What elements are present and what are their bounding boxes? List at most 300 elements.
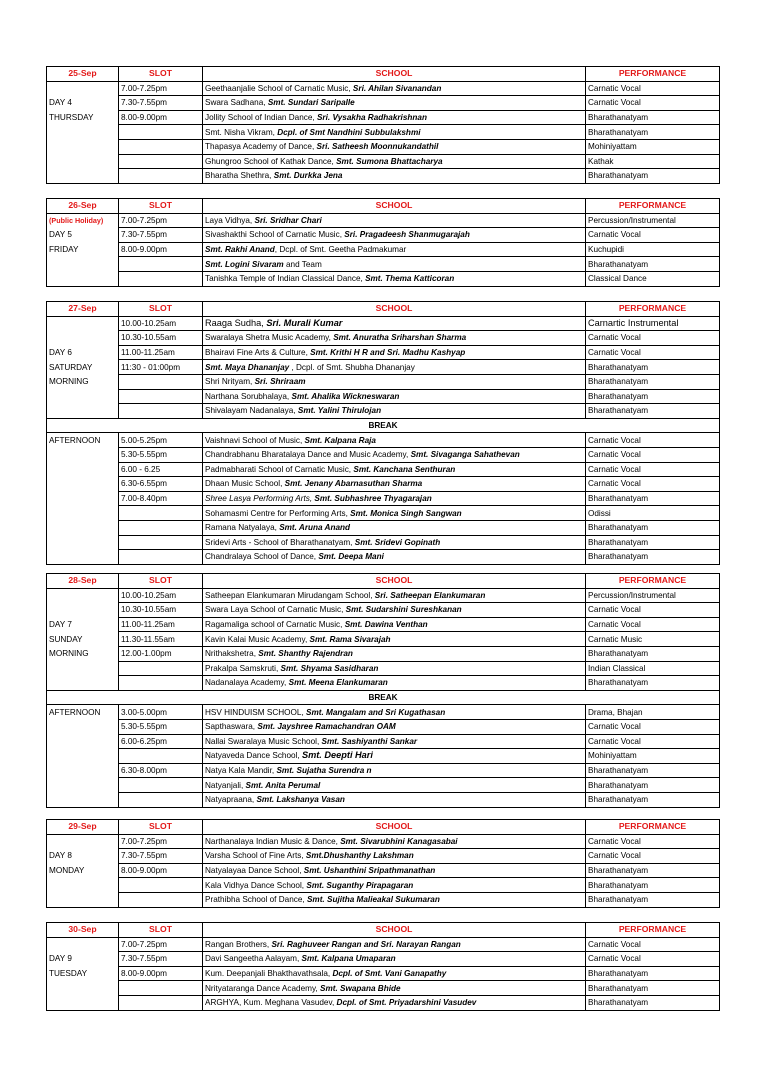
school-cell	[203, 719, 586, 734]
schedule-table-30-Sep	[46, 922, 720, 1011]
date-header: 25-Sep	[47, 67, 119, 82]
schedule-table-29-Sep	[46, 819, 720, 908]
teacher-name: Smt. Sivaganga Sahathevan	[410, 450, 520, 460]
performance-type: Indian Classical	[586, 661, 720, 676]
school-name: Jollity School of Indian Dance,	[205, 113, 315, 123]
school-cell	[203, 520, 586, 535]
school-name: Ramana Natyalaya,	[205, 523, 277, 533]
day-label: TUESDAY	[47, 966, 119, 981]
schedule-row	[47, 834, 720, 849]
schedule-row	[47, 477, 720, 492]
day-label	[47, 603, 119, 618]
performance-header: PERFORMANCE	[586, 923, 720, 938]
schedule-row	[47, 892, 720, 907]
schedule-table-27-Sep	[46, 301, 720, 565]
school-name: Geethaanjalie School of Carnatic Music,	[205, 83, 351, 93]
teacher-name: Smt. Sujatha Surendra n	[276, 766, 372, 776]
school-name: Raaga Sudha,	[205, 317, 264, 328]
performance-type: Bharathanatyam	[586, 404, 720, 419]
school-cell	[203, 242, 586, 257]
slot-time	[119, 661, 203, 676]
performance-type: Bharathanatyam	[586, 778, 720, 793]
slot-time	[119, 125, 203, 140]
performance-header: PERFORMANCE	[586, 199, 720, 214]
school-name: Davi Sangeetha Aalayam,	[205, 954, 300, 964]
school-cell	[203, 966, 586, 981]
school-header: SCHOOL	[203, 302, 586, 317]
performance-type: Bharathanatyam	[586, 491, 720, 506]
schedule-row	[47, 81, 720, 96]
slot-header: SLOT	[119, 302, 203, 317]
performance-type: Carnatic Vocal	[586, 734, 720, 749]
teacher-note: , Dcpl. of Smt. Shubha Dhananjay	[289, 362, 415, 372]
slot-time: 7.30-7.55pm	[119, 952, 203, 967]
slot-time	[119, 778, 203, 793]
performance-type: Mohiniyattam	[586, 749, 720, 764]
performance-type: Bharathanatyam	[586, 878, 720, 893]
school-cell	[203, 952, 586, 967]
school-cell	[203, 763, 586, 778]
day-label	[47, 878, 119, 893]
day-label	[47, 834, 119, 849]
schedule-row	[47, 966, 720, 981]
performance-type: Carnatic Vocal	[586, 603, 720, 618]
school-name: Natyapraana,	[205, 795, 255, 805]
school-cell	[203, 257, 586, 272]
performance-type: Bharathanatyam	[586, 676, 720, 691]
schedule-row	[47, 447, 720, 462]
day-label	[47, 316, 119, 331]
school-cell	[203, 550, 586, 565]
day-label: SUNDAY	[47, 632, 119, 647]
slot-time: 11.30-11.55am	[119, 632, 203, 647]
school-name: Kala Vidhya Dance School,	[205, 880, 305, 890]
schedule-row	[47, 154, 720, 169]
teacher-name: Smt. Shanthy Rajendran	[258, 649, 353, 659]
performance-type: Carnatic Vocal	[586, 952, 720, 967]
teacher-name: Shree Lasya Performing Arts,	[205, 494, 313, 504]
school-cell	[203, 705, 586, 720]
header-row	[47, 574, 720, 589]
school-cell	[203, 271, 586, 286]
schedule-row	[47, 125, 720, 140]
performance-type: Bharathanatyam	[586, 763, 720, 778]
teacher-name: Smt. Krithi H R and Sri. Madhu Kashyap	[310, 348, 466, 358]
schedule-row	[47, 110, 720, 125]
slot-header: SLOT	[119, 67, 203, 82]
school-cell	[203, 834, 586, 849]
slot-time: 10.30-10.55am	[119, 603, 203, 618]
school-cell	[203, 125, 586, 140]
schedule-row	[47, 169, 720, 184]
school-cell	[203, 506, 586, 521]
performance-type: Carnatic Vocal	[586, 228, 720, 243]
schedule-row	[47, 646, 720, 661]
slot-header: SLOT	[119, 574, 203, 589]
day-label: DAY 7	[47, 617, 119, 632]
school-cell	[203, 110, 586, 125]
slot-header: SLOT	[119, 923, 203, 938]
schedule-row	[47, 995, 720, 1010]
slot-time	[119, 520, 203, 535]
teacher-name: Sri. Vysakha Radhakrishnan	[316, 113, 427, 123]
performance-type: Bharathanatyam	[586, 792, 720, 807]
school-cell	[203, 433, 586, 448]
schedule-row	[47, 778, 720, 793]
day-label	[47, 676, 119, 691]
performance-type: Bharathanatyam	[586, 863, 720, 878]
performance-type: Carnatic Vocal	[586, 345, 720, 360]
performance-header: PERFORMANCE	[586, 820, 720, 835]
performance-type: Carnatic Vocal	[586, 447, 720, 462]
school-cell	[203, 617, 586, 632]
slot-time: 12.00-1.00pm	[119, 646, 203, 661]
day-label: DAY 9	[47, 952, 119, 967]
day-label	[47, 154, 119, 169]
school-name: Natyalayaa Dance School,	[205, 866, 302, 876]
teacher-name: Smt. Kalpana Umaparan	[301, 954, 396, 964]
break-row: BREAK	[47, 690, 720, 705]
slot-time	[119, 995, 203, 1010]
school-name: Nrithakshetra,	[205, 649, 256, 659]
school-cell	[203, 228, 586, 243]
header-row	[47, 199, 720, 214]
school-name: Bhairavi Fine Arts & Culture,	[205, 348, 308, 358]
school-cell	[203, 778, 586, 793]
teacher-name: Sri. Pragadeesh Shanmugarajah	[344, 230, 470, 240]
performance-type: Carnatic Vocal	[586, 617, 720, 632]
teacher-name: Smt. Sudarshini Sureshkanan	[345, 605, 462, 615]
day-label: AFTERNOON	[47, 433, 119, 448]
school-cell	[203, 331, 586, 346]
teacher-name: Smt. Rakhi Anand	[205, 245, 275, 255]
school-header: SCHOOL	[203, 923, 586, 938]
teacher-name: Smt. Durkka Jena	[273, 171, 343, 181]
slot-time: 5.30-5.55pm	[119, 719, 203, 734]
school-name: ARGHYA, Kum. Meghana Vasudev,	[205, 998, 335, 1008]
school-cell	[203, 646, 586, 661]
school-cell	[203, 792, 586, 807]
teacher-name: Smt. Deepa Mani	[318, 552, 384, 562]
school-name: Narthana Sorubhalaya,	[205, 391, 290, 401]
date-header: 26-Sep	[47, 199, 119, 214]
schedule-row	[47, 719, 720, 734]
performance-type: Bharathanatyam	[586, 169, 720, 184]
slot-time	[119, 892, 203, 907]
school-header: SCHOOL	[203, 199, 586, 214]
school-name: Natyanjali,	[205, 780, 244, 790]
performance-type: Bharathanatyam	[586, 535, 720, 550]
school-header: SCHOOL	[203, 574, 586, 589]
school-cell	[203, 863, 586, 878]
schedule-row	[47, 632, 720, 647]
schedule-row	[47, 763, 720, 778]
day-label	[47, 734, 119, 749]
slot-time: 6.30-8.00pm	[119, 763, 203, 778]
slot-time: 11.00-11.25am	[119, 617, 203, 632]
slot-time: 6.30-6.55pm	[119, 477, 203, 492]
school-name: Sridevi Arts - School of Bharathanatyam,	[205, 537, 353, 547]
school-name: Prakalpa Samskruti,	[205, 663, 279, 673]
slot-time: 10.30-10.55am	[119, 331, 203, 346]
slot-time: 7.00-7.25pm	[119, 834, 203, 849]
school-header: SCHOOL	[203, 67, 586, 82]
day-label: SATURDAY	[47, 360, 119, 375]
performance-header: PERFORMANCE	[586, 574, 720, 589]
day-label	[47, 477, 119, 492]
schedule-row	[47, 863, 720, 878]
performance-type: Odissi	[586, 506, 720, 521]
school-name: Narthanalaya Indian Music & Dance,	[205, 836, 338, 846]
slot-time: 7.00-8.40pm	[119, 491, 203, 506]
teacher-name: Smt. Sumona Bhattacharya	[336, 156, 443, 166]
slot-time: 6.00 - 6.25	[119, 462, 203, 477]
slot-time	[119, 257, 203, 272]
slot-time	[119, 154, 203, 169]
performance-type: Carnatic Vocal	[586, 937, 720, 952]
slot-time: 11.00-11.25am	[119, 345, 203, 360]
schedule-row	[47, 418, 720, 433]
day-label	[47, 462, 119, 477]
school-name: Satheepan Elankumaran Mirudangam School,	[205, 590, 373, 600]
schedule-row	[47, 849, 720, 864]
schedule-row	[47, 952, 720, 967]
school-name: Kavin Kalai Music Academy,	[205, 634, 308, 644]
school-cell	[203, 632, 586, 647]
school-cell	[203, 169, 586, 184]
performance-type: Carnatic Vocal	[586, 477, 720, 492]
teacher-name: Smt. Kalpana Raja	[304, 435, 376, 445]
slot-time: 8.00-9.00pm	[119, 110, 203, 125]
school-cell	[203, 535, 586, 550]
performance-type: Bharathanatyam	[586, 550, 720, 565]
schedule-row	[47, 937, 720, 952]
day-label	[47, 491, 119, 506]
school-cell	[203, 374, 586, 389]
school-cell	[203, 360, 586, 375]
teacher-name: Smt. Lakshanya Vasan	[256, 795, 345, 805]
day-label	[47, 981, 119, 996]
day-label	[47, 535, 119, 550]
schedule-row	[47, 462, 720, 477]
day-label	[47, 778, 119, 793]
teacher-name: Smt. Ahalika Wickneswaran	[291, 391, 400, 401]
header-row	[47, 67, 720, 82]
schedule-row	[47, 257, 720, 272]
performance-type: Carnatic Vocal	[586, 81, 720, 96]
school-cell	[203, 491, 586, 506]
day-label	[47, 331, 119, 346]
school-cell	[203, 462, 586, 477]
school-name: Ragamaliga school of Carnatic Music,	[205, 620, 343, 630]
slot-time: 10.00-10.25am	[119, 588, 203, 603]
teacher-name: Smt. Sujitha Malieakal Sukumaran	[306, 895, 440, 905]
day-label: DAY 6	[47, 345, 119, 360]
school-cell	[203, 477, 586, 492]
day-label	[47, 719, 119, 734]
performance-type: Bharathanatyam	[586, 646, 720, 661]
slot-time: 3.00-5.00pm	[119, 705, 203, 720]
school-name: Tanishka Temple of Indian Classical Dance,	[205, 274, 363, 284]
schedule-table-25-Sep	[46, 66, 720, 184]
day-label	[47, 792, 119, 807]
teacher-name: Dcpl. of Smt. Priyadarshini Vasudev	[336, 998, 477, 1008]
slot-time: 8.00-9.00pm	[119, 863, 203, 878]
school-name: Kum. Deepanjali Bhakthavathsala,	[205, 969, 331, 979]
teacher-note: , Dcpl. of Smt. Geetha Padmakumar	[274, 245, 407, 255]
teacher-name: Smt. Anita Perumal	[245, 780, 321, 790]
performance-type: Bharathanatyam	[586, 125, 720, 140]
schedule-row	[47, 520, 720, 535]
teacher-name: Smt. Jayshree Ramachandran OAM	[257, 722, 396, 732]
school-cell	[203, 345, 586, 360]
school-name: Chandralaya School of Dance,	[205, 552, 317, 562]
school-cell	[203, 749, 586, 764]
day-label: AFTERNOON	[47, 705, 119, 720]
day-label: THURSDAY	[47, 110, 119, 125]
header-row	[47, 923, 720, 938]
day-label	[47, 520, 119, 535]
school-name: Nrityataranga Dance Academy,	[205, 983, 318, 993]
schedule-row	[47, 228, 720, 243]
day-label	[47, 550, 119, 565]
teacher-name: Smt. Jenany Abarnasuthan Sharma	[284, 479, 423, 489]
school-name: Sapthaswara,	[205, 722, 256, 732]
performance-type: Carnatic Music	[586, 632, 720, 647]
day-label: DAY 8	[47, 849, 119, 864]
teacher-name: Sri. Satheepan Elankumaran	[374, 590, 486, 600]
day-label	[47, 995, 119, 1010]
day-label: FRIDAY	[47, 242, 119, 257]
header-row	[47, 302, 720, 317]
performance-type: Bharathanatyam	[586, 966, 720, 981]
slot-time	[119, 550, 203, 565]
school-name: Swara Sadhana,	[205, 98, 266, 108]
slot-time: 10.00-10.25am	[119, 316, 203, 331]
school-cell	[203, 154, 586, 169]
schedule-row	[47, 506, 720, 521]
school-cell	[203, 734, 586, 749]
teacher-name: Dcpl. of Smt. Vani Ganapathy	[332, 969, 447, 979]
slot-header: SLOT	[119, 820, 203, 835]
teacher-name: Sri. Satheesh Moonnukandathil	[316, 142, 439, 152]
school-name: Varsha School of Fine Arts,	[205, 851, 304, 861]
performance-header: PERFORMANCE	[586, 302, 720, 317]
schedule-row	[47, 661, 720, 676]
school-cell	[203, 661, 586, 676]
performance-type: Bharathanatyam	[586, 892, 720, 907]
slot-time	[119, 749, 203, 764]
performance-type: Percussion/Instrumental	[586, 588, 720, 603]
slot-time: 7.00-7.25pm	[119, 213, 203, 228]
school-name: Prathibha School of Dance,	[205, 895, 305, 905]
break-row: BREAK	[47, 418, 720, 433]
school-name: Shri Nrityam,	[205, 377, 253, 387]
school-name: Swaralaya Shetra Music Academy,	[205, 333, 331, 343]
teacher-name: Smt.Dhushanthy Lakshman	[305, 851, 414, 861]
teacher-name: Smt. Maya Dhananjay	[205, 362, 290, 372]
performance-type: Bharathanatyam	[586, 360, 720, 375]
date-header: 27-Sep	[47, 302, 119, 317]
slot-time: 8.00-9.00pm	[119, 966, 203, 981]
performance-type: Drama, Bhajan	[586, 705, 720, 720]
day-label: MONDAY	[47, 863, 119, 878]
school-name: Sohamasmi Centre for Performing Arts,	[205, 508, 348, 518]
performance-header: PERFORMANCE	[586, 67, 720, 82]
slot-time	[119, 139, 203, 154]
teacher-name: Smt. Logini Sivaram	[205, 259, 284, 269]
day-label	[47, 763, 119, 778]
teacher-name: Sri. Sridhar Chari	[254, 215, 322, 225]
teacher-name: Sri. Shriraam	[254, 377, 306, 387]
day-label	[47, 125, 119, 140]
slot-time: 7.00-7.25pm	[119, 81, 203, 96]
school-header: SCHOOL	[203, 820, 586, 835]
teacher-name: Sri. Ahilan Sivanandan	[352, 83, 442, 93]
day-label	[47, 404, 119, 419]
performance-type: Mohiniyattam	[586, 139, 720, 154]
school-cell	[203, 981, 586, 996]
day-label	[47, 892, 119, 907]
school-name: Sivashakthi School of Carnatic Music,	[205, 230, 342, 240]
school-name: Rangan Brothers,	[205, 939, 270, 949]
slot-time	[119, 271, 203, 286]
day-label	[47, 257, 119, 272]
performance-type: Carnatic Vocal	[586, 331, 720, 346]
schedule-row	[47, 749, 720, 764]
school-name: Swara Laya School of Carnatic Music,	[205, 605, 344, 615]
schedule-row	[47, 690, 720, 705]
school-name: Thapasya Academy of Dance,	[205, 142, 315, 152]
teacher-name: Smt. Deepti Hari	[301, 750, 373, 761]
schedule-row	[47, 389, 720, 404]
teacher-name: Smt. Sundari Saripalle	[267, 98, 355, 108]
schedule-row	[47, 603, 720, 618]
schedule-row	[47, 535, 720, 550]
performance-type: Bharathanatyam	[586, 110, 720, 125]
slot-time: 5.00-5.25pm	[119, 433, 203, 448]
school-cell	[203, 878, 586, 893]
school-cell	[203, 995, 586, 1010]
teacher-name: Smt. Swapana Bhide	[320, 983, 401, 993]
slot-time: 7.30-7.55pm	[119, 228, 203, 243]
teacher-name: Smt. Suganthy Pirapagaran	[306, 880, 414, 890]
performance-type: Carnatic Vocal	[586, 462, 720, 477]
date-header: 29-Sep	[47, 820, 119, 835]
performance-type: Carnatic Vocal	[586, 834, 720, 849]
school-name: Vaishnavi School of Music,	[205, 435, 303, 445]
schedule-row	[47, 588, 720, 603]
school-name: Smt. Nisha Vikram,	[205, 127, 275, 137]
school-cell	[203, 676, 586, 691]
schedule-row	[47, 345, 720, 360]
slot-time: 5.30-5.55pm	[119, 447, 203, 462]
day-label	[47, 81, 119, 96]
teacher-name: Smt. Shyama Sasidharan	[280, 663, 379, 673]
slot-time: 7.30-7.55pm	[119, 96, 203, 111]
school-cell	[203, 937, 586, 952]
schedule-table-28-Sep	[46, 573, 720, 808]
school-name: Laya Vidhya,	[205, 215, 253, 225]
teacher-name: Smt. Meena Elankumaran	[288, 678, 388, 688]
slot-time	[119, 374, 203, 389]
schedule-row	[47, 271, 720, 286]
slot-time	[119, 404, 203, 419]
school-cell	[203, 447, 586, 462]
teacher-name: Smt. Kanchana Senthuran	[353, 464, 456, 474]
day-label	[47, 271, 119, 286]
slot-time	[119, 676, 203, 691]
